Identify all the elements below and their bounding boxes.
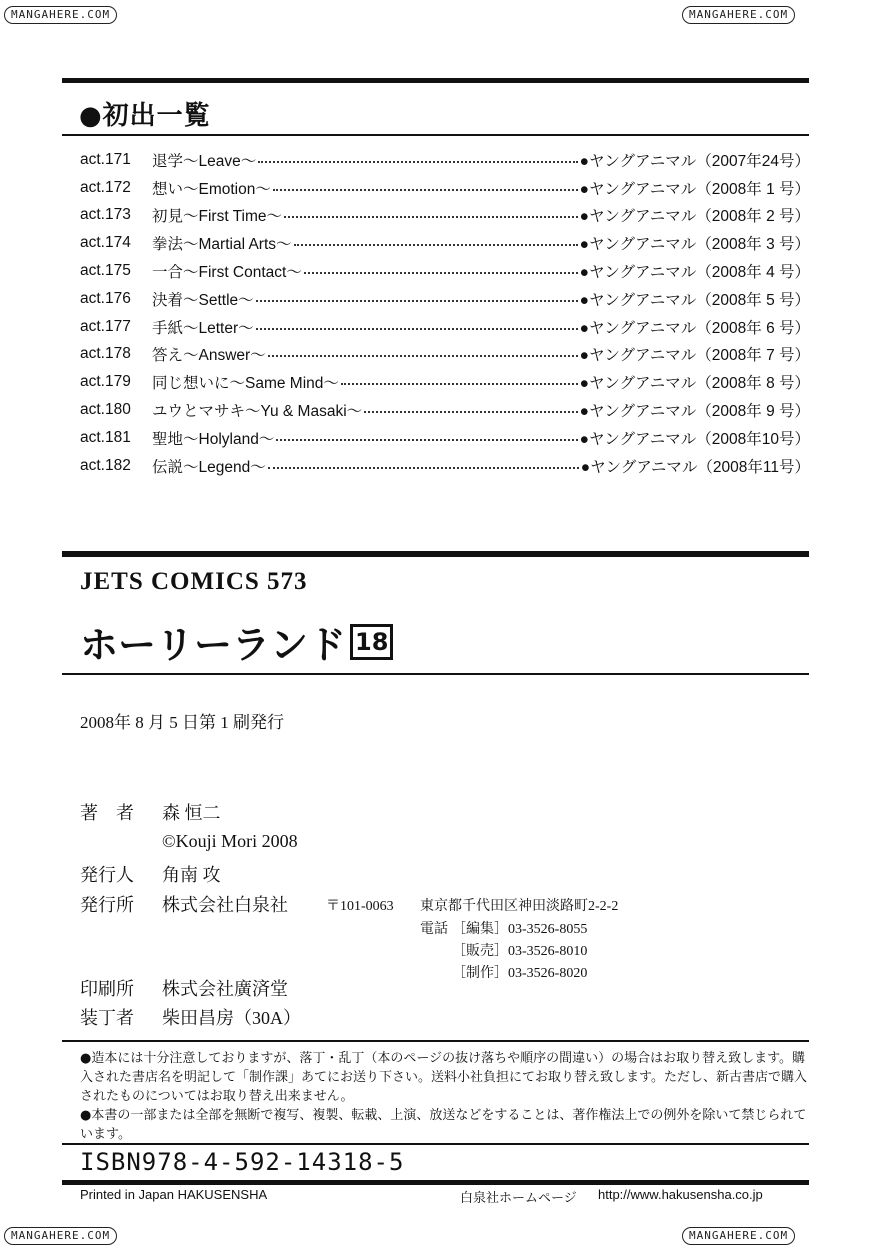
toc-act-number: act.172 [80, 178, 131, 196]
toc-source: ●ヤングアニマル（2008年 5 号） [579, 291, 810, 309]
toc-row [80, 313, 810, 341]
printed-in: Printed in Japan HAKUSENSHA [80, 1187, 268, 1202]
publication-date: 2008年 8 月 5 日第 1 刷発行 [80, 713, 284, 732]
book-title: ホーリーランド [80, 623, 347, 667]
watermark-bottom-left: MANGAHERE.COM [4, 1227, 117, 1245]
notes-rule [62, 1040, 809, 1042]
toc-source: ●ヤングアニマル（2008年 2 号） [579, 208, 810, 226]
phone-sales: ［販売］03-3526-8010 [452, 944, 588, 959]
toc-row [80, 396, 810, 424]
toc-leader-dots [276, 439, 577, 441]
section-heading: ●初出一覧 [79, 101, 211, 131]
toc-chapter-title: 聖地〜Holyland〜 [152, 430, 275, 448]
series-label: JETS COMICS 573 [80, 568, 308, 595]
homepage-url[interactable]: http://www.hakusensha.co.jp [598, 1187, 763, 1202]
toc-row [80, 452, 810, 480]
toc-row [80, 257, 810, 285]
toc-source: ●ヤングアニマル（2008年 8 号） [579, 375, 810, 393]
toc-chapter-title: 同じ想いに〜Same Mind〜 [152, 375, 339, 393]
toc-leader-dots [268, 355, 578, 357]
toc-leader-dots [256, 328, 578, 330]
toc-source: ●ヤングアニマル（2008年11号） [580, 458, 810, 476]
toc-source: ●ヤングアニマル（2008年 1 号） [579, 180, 810, 198]
note-copyright: ●本書の一部または全部を無断で複写、複製、転載、上演、放送などをすることは、著作権法上での例外を除いて禁じられています。 [80, 1108, 807, 1142]
toc-act-number: act.180 [80, 401, 131, 419]
toc-source: ●ヤングアニマル（2008年 7 号） [579, 347, 810, 365]
toc-act-number: act.182 [80, 456, 131, 474]
toc-source: ●ヤングアニマル（2008年10号） [579, 430, 810, 448]
isbn-rule-top [62, 1143, 809, 1145]
watermark-top-left: MANGAHERE.COM [4, 6, 117, 24]
toc-source: ●ヤングアニマル（2008年 4 号） [579, 264, 810, 282]
toc-act-number: act.175 [80, 262, 131, 280]
toc-source: ●ヤングアニマル（2008年 6 号） [579, 319, 810, 337]
toc-chapter-title: 退学〜Leave〜 [152, 152, 257, 170]
toc-act-number: act.177 [80, 317, 131, 335]
publisher-name: 株式会社白泉社 [162, 895, 288, 915]
book-title-line [80, 614, 393, 669]
isbn-rule-bottom [62, 1180, 809, 1185]
toc-chapter-title: 手紙〜Letter〜 [152, 319, 254, 337]
toc-row [80, 229, 810, 257]
publisher-label: 発行所 [80, 895, 134, 915]
title-rule [62, 673, 809, 675]
author-name: 森 恒二 [162, 803, 221, 823]
toc-source: ●ヤングアニマル（2007年24号） [579, 152, 810, 170]
phone-editorial: ［編集］03-3526-8055 [452, 922, 588, 937]
toc-leader-dots [268, 467, 579, 469]
toc-act-number: act.181 [80, 428, 131, 446]
homepage-label: 白泉社ホームページ [460, 1190, 577, 1205]
toc-chapter-title: 拳法〜Martial Arts〜 [152, 236, 292, 254]
toc-row [80, 285, 810, 313]
toc-source: ●ヤングアニマル（2008年 9 号） [579, 403, 810, 421]
toc-chapter-title: 想い〜Emotion〜 [152, 180, 271, 198]
design-name: 柴田昌房（30A） [162, 1008, 301, 1028]
printer-label: 印刷所 [80, 979, 134, 999]
toc-leader-dots [258, 161, 577, 163]
toc-row [80, 368, 810, 396]
toc-leader-dots [341, 383, 578, 385]
toc-source: ●ヤングアニマル（2008年 3 号） [579, 236, 810, 254]
publisher-address: 東京都千代田区神田淡路町2-2-2 [420, 899, 619, 914]
toc-act-number: act.173 [80, 206, 131, 224]
toc-leader-dots [304, 272, 578, 274]
toc-chapter-title: 答え〜Answer〜 [152, 347, 266, 365]
toc-act-number: act.176 [80, 289, 131, 307]
isbn: ISBN978-4-592-14318-5 [80, 1148, 405, 1176]
toc-leader-dots [284, 216, 578, 218]
watermark-bottom-right: MANGAHERE.COM [682, 1227, 795, 1245]
toc-chapter-title: 決着〜Settle〜 [152, 291, 254, 309]
toc-leader-dots [294, 244, 578, 246]
toc-act-number: act.171 [80, 150, 131, 168]
copyright-notice: ©Kouji Mori 2008 [162, 831, 298, 851]
colophon-rule-thick [62, 551, 809, 557]
toc-chapter-title: 一合〜First Contact〜 [152, 264, 302, 282]
toc-list [80, 146, 810, 480]
toc-row [80, 146, 810, 174]
watermark-top-right: MANGAHERE.COM [682, 6, 795, 24]
toc-chapter-title: 初見〜First Time〜 [152, 208, 283, 226]
author-label: 著 者 [80, 803, 134, 823]
volume-number: 18 [350, 624, 393, 660]
publisher-person-label: 発行人 [80, 865, 134, 885]
publisher-person: 角南 攻 [162, 865, 221, 885]
toc-row [80, 202, 810, 230]
phone-production: ［制作］03-3526-8020 [452, 966, 588, 981]
note-replacement: ●造本には十分注意しておりますが、落丁・乱丁（本のページの抜け落ちや順序の間違い）の場合はお取り替え致します。購入された書店名を明記して「制作課」あてにお送り下さい。送料小社負担にてお取り替え致します。ただし、新古書店で購入されたものについてはお取り替え出来ません。 [80, 1051, 807, 1104]
toc-act-number: act.179 [80, 373, 131, 391]
toc-row [80, 424, 810, 452]
toc-act-number: act.178 [80, 345, 131, 363]
toc-row [80, 341, 810, 369]
phone-label: 電話 [420, 922, 448, 937]
postal-code: 〒101-0063 [326, 899, 394, 914]
toc-leader-dots [364, 411, 578, 413]
printer-name: 株式会社廣済堂 [162, 979, 288, 999]
design-label: 装丁者 [80, 1008, 134, 1028]
toc-chapter-title: ユウとマサキ〜Yu & Masaki〜 [152, 403, 363, 421]
top-rule-thick [62, 78, 809, 83]
toc-leader-dots [273, 189, 578, 191]
toc-chapter-title: 伝説〜Legend〜 [152, 458, 266, 476]
toc-leader-dots [256, 300, 578, 302]
toc-act-number: act.174 [80, 234, 131, 252]
toc-row [80, 174, 810, 202]
heading-rule [62, 134, 809, 136]
